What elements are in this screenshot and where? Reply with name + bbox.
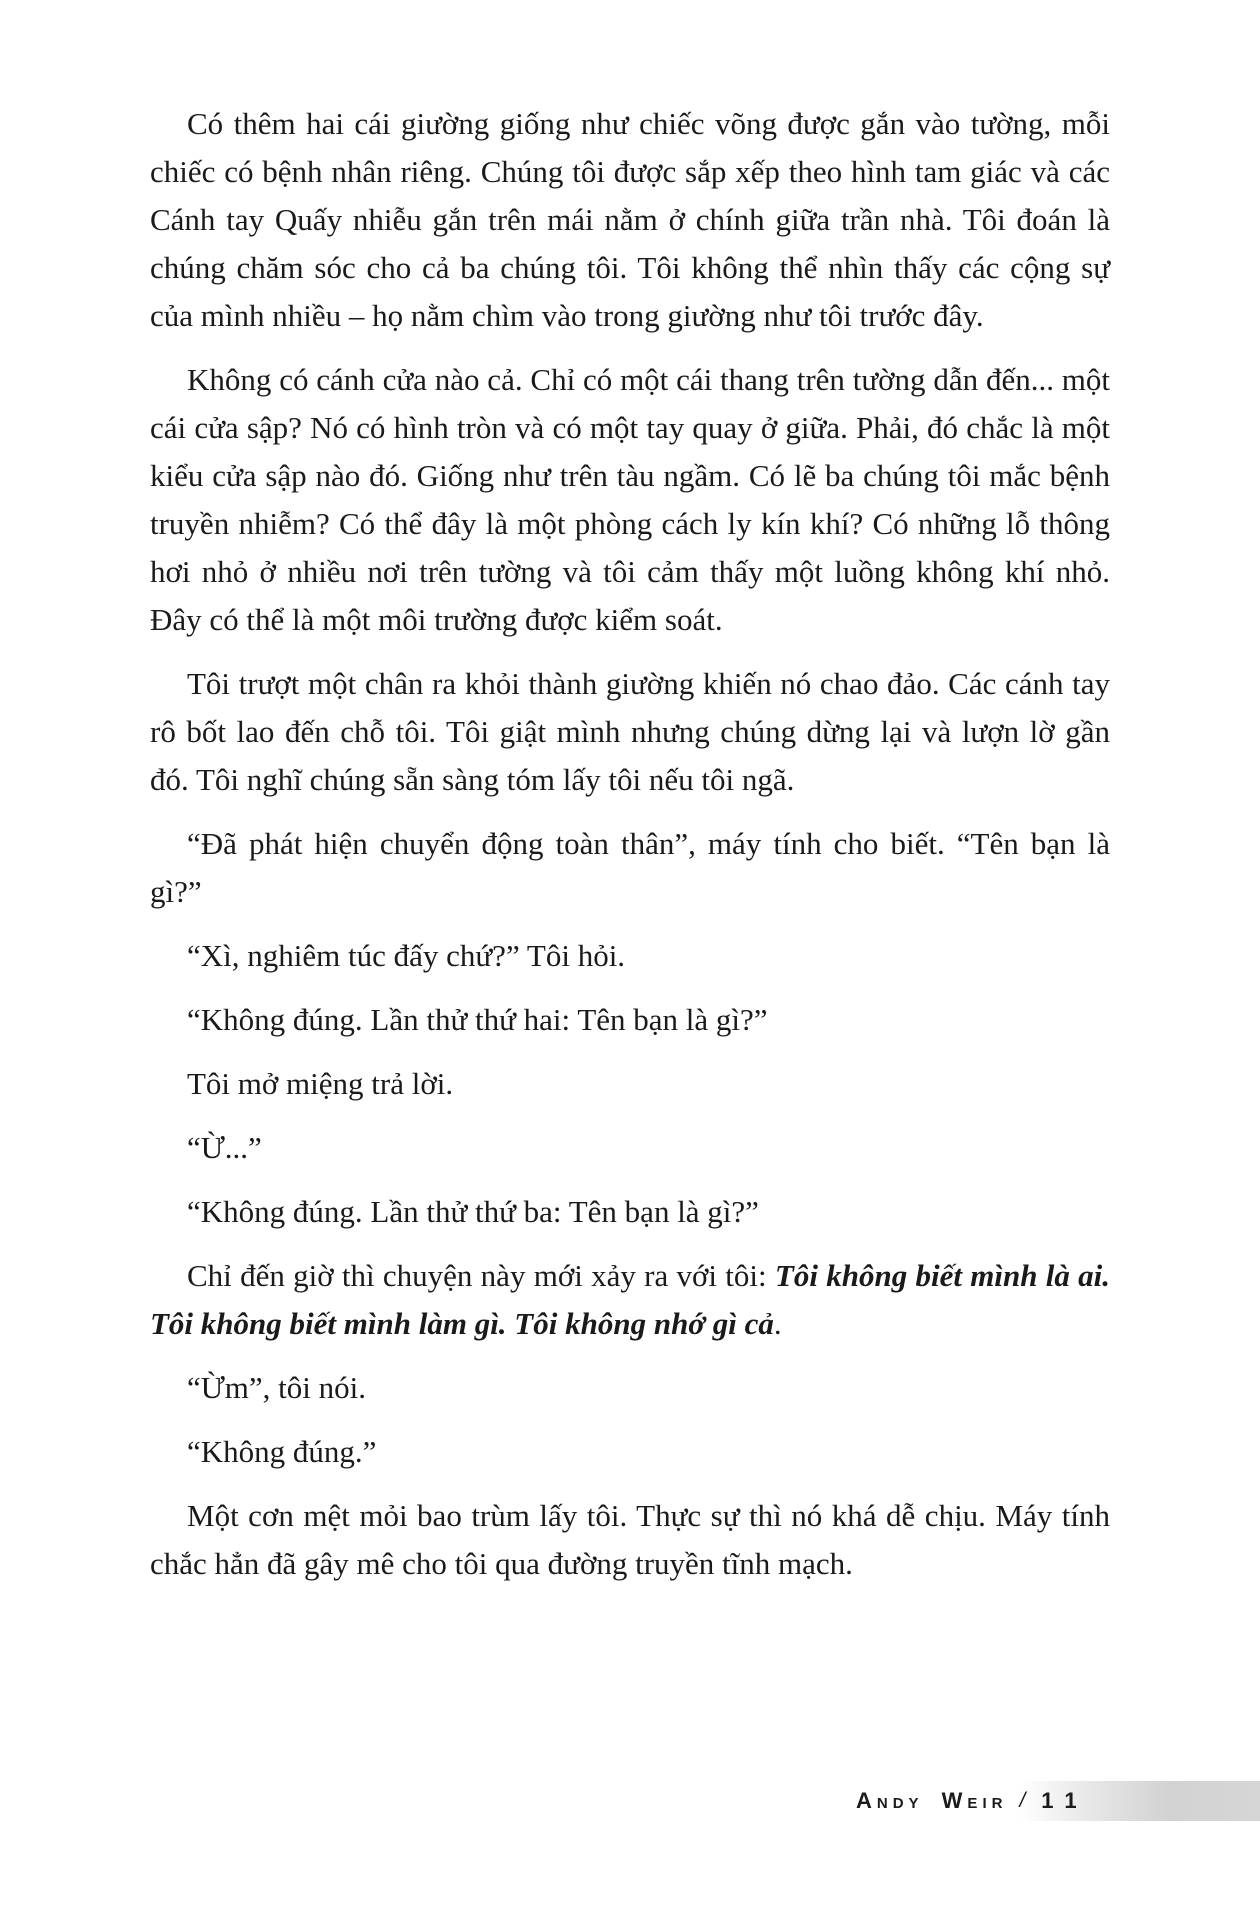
paragraph: Có thêm hai cái giường giống như chiếc võng được gắn vào tường, mỗi chiếc có bệnh nhân riêng. Chúng tôi được sắp xếp theo hình tam giác và các Cánh tay Quấy nhiễu gắn trên mái nằm ở chính giữa trần nhà. Tôi đoán là chúng chăm sóc cho cả ba chúng tôi. Tôi không thể nhìn thấy các cộng sự của mình nhiều – họ nằm chìm vào trong giường như tôi trước đây.	[150, 106, 1110, 333]
paragraph: “Không đúng. Lần thử thứ hai: Tên bạn là gì?”	[187, 1002, 768, 1037]
paragraph-plain-text: Chỉ đến giờ thì chuyện này mới xảy ra với tôi:	[187, 1258, 775, 1293]
paragraph	[150, 1252, 1110, 1348]
paragraph: “Ừ...”	[187, 1130, 262, 1165]
footer-separator: /	[1019, 1789, 1026, 1812]
paragraph: Không có cánh cửa nào cả. Chỉ có một cái thang trên tường dẫn đến... một cái cửa sập? Nó có hình tròn và có một tay quay ở giữa. Phải, đó chắc là một kiểu cửa sập nào đó. Giống như trên tàu ngầm. Có lẽ ba chúng tôi mắc bệnh truyền nhiễm? Có thể đây là một phòng cách ly kín khí? Có những lỗ thông hơi nhỏ ở nhiều nơi trên tường và tôi cảm thấy một luồng không khí nhỏ. Đây có thể là một môi trường được kiểm soát.	[150, 362, 1110, 637]
paragraph: “Không đúng. Lần thử thứ ba: Tên bạn là gì?”	[187, 1194, 759, 1229]
paragraph: “Xì, nghiêm túc đấy chứ?” Tôi hỏi.	[187, 938, 626, 973]
page-footer	[856, 1781, 1089, 1821]
paragraph: “Không đúng.”	[187, 1434, 377, 1469]
paragraph: “Ừm”, tôi nói.	[187, 1370, 367, 1405]
footer-page-number: 11	[1041, 1788, 1089, 1813]
paragraph-trailing-text: .	[773, 1306, 782, 1341]
paragraph: Một cơn mệt mỏi bao trùm lấy tôi. Thực sự thì nó khá dễ chịu. Máy tính chắc hẳn đã gây mê cho tôi qua đường truyền tĩnh mạch.	[150, 1498, 1110, 1581]
paragraph-emphasis-text: Tôi không biết mình là ai. Tôi không biết mình làm gì. Tôi không nhớ gì cả	[150, 1258, 1110, 1341]
paragraph: Tôi trượt một chân ra khỏi thành giường khiến nó chao đảo. Các cánh tay rô bốt lao đến chỗ tôi. Tôi giật mình nhưng chúng dừng lại và lượn lờ gần đó. Tôi nghĩ chúng sẵn sàng tóm lấy tôi nếu tôi ngã.	[150, 666, 1110, 797]
paragraph: “Đã phát hiện chuyển động toàn thân”, máy tính cho biết. “Tên bạn là gì?”	[150, 826, 1110, 909]
paragraph: Tôi mở miệng trả lời.	[187, 1066, 454, 1101]
page-body-text	[150, 100, 1110, 1604]
footer-author: Andy Weir	[856, 1788, 1008, 1813]
